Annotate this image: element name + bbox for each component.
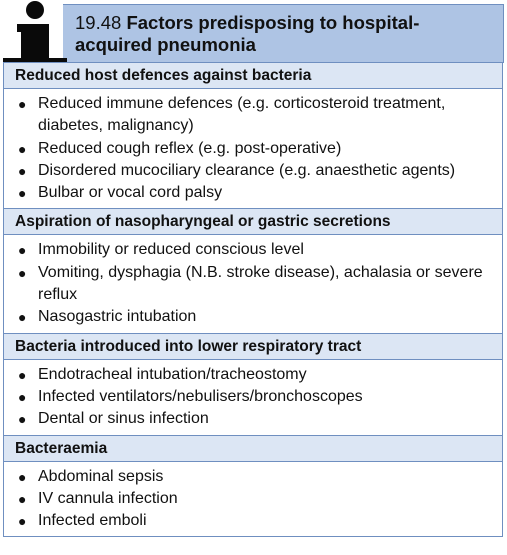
- bullet-icon: ●: [18, 513, 27, 530]
- section-list: [4, 89, 502, 208]
- list-item-text: Reduced cough reflex (e.g. post-operative): [38, 139, 342, 157]
- bullet-icon: ●: [18, 388, 27, 405]
- section-heading: Reduced host defences against bacteria: [4, 62, 502, 89]
- list-item-text: Endotracheal intubation/tracheostomy: [38, 365, 307, 383]
- bullet-icon: ●: [18, 140, 27, 157]
- list-item: [4, 160, 502, 182]
- bullet-icon: ●: [18, 490, 27, 507]
- section-list: [4, 462, 502, 537]
- list-item-text: Disordered mucociliary clearance (e.g. anaesthetic agents): [38, 161, 456, 179]
- bullet-icon: ●: [18, 264, 27, 281]
- info-i-icon: [3, 0, 67, 66]
- list-item: [4, 262, 502, 307]
- box-content: [3, 62, 503, 537]
- bullet-icon: ●: [18, 185, 27, 202]
- section-list: [4, 235, 502, 332]
- list-item-text: Infected ventilators/nebulisers/bronchoscopes: [38, 387, 363, 405]
- list-item-text: Infected emboli: [38, 512, 147, 530]
- bullet-icon: ●: [18, 162, 27, 179]
- box-title: [75, 12, 495, 56]
- list-item: [4, 488, 502, 510]
- section-heading: Bacteraemia: [4, 435, 502, 462]
- section-heading: Aspiration of nasopharyngeal or gastric secretions: [4, 208, 502, 235]
- list-item-text: Vomiting, dysphagia (N.B. stroke disease), achalasia or severe reflux: [38, 263, 483, 304]
- list-item: [4, 182, 502, 204]
- list-item: [4, 510, 502, 532]
- section-heading: Bacteria introduced into lower respiratory tract: [4, 333, 502, 360]
- list-item-text: IV cannula infection: [38, 489, 178, 507]
- list-item-text: Bulbar or vocal cord palsy: [38, 184, 223, 202]
- list-item: [4, 408, 502, 430]
- bullet-icon: ●: [18, 468, 27, 485]
- sections-container: [4, 62, 502, 536]
- list-item: [4, 93, 502, 138]
- list-item-text: Abdominal sepsis: [38, 467, 164, 485]
- bullet-icon: ●: [18, 96, 27, 112]
- box-number: 19.48: [75, 12, 122, 33]
- bullet-icon: ●: [18, 242, 27, 259]
- bullet-icon: ●: [18, 411, 27, 428]
- list-item-text: Reduced immune defences (e.g. corticosteroid treatment, diabetes, malignancy): [38, 95, 446, 135]
- list-item: [4, 386, 502, 408]
- list-item: [4, 364, 502, 386]
- list-item-text: Immobility or reduced conscious level: [38, 241, 304, 259]
- list-item-text: Dental or sinus infection: [38, 410, 209, 428]
- bullet-icon: ●: [18, 366, 27, 383]
- box-title-text: Factors predisposing to hospital-acquired pneumonia: [75, 12, 420, 55]
- box-header: [3, 4, 503, 64]
- list-item: [4, 239, 502, 261]
- list-item: [4, 138, 502, 160]
- bullet-icon: ●: [18, 309, 27, 326]
- list-item: [4, 306, 502, 328]
- list-item: [4, 466, 502, 488]
- info-box: [3, 0, 503, 549]
- list-item-text: Nasogastric intubation: [38, 308, 197, 326]
- section-list: [4, 360, 502, 435]
